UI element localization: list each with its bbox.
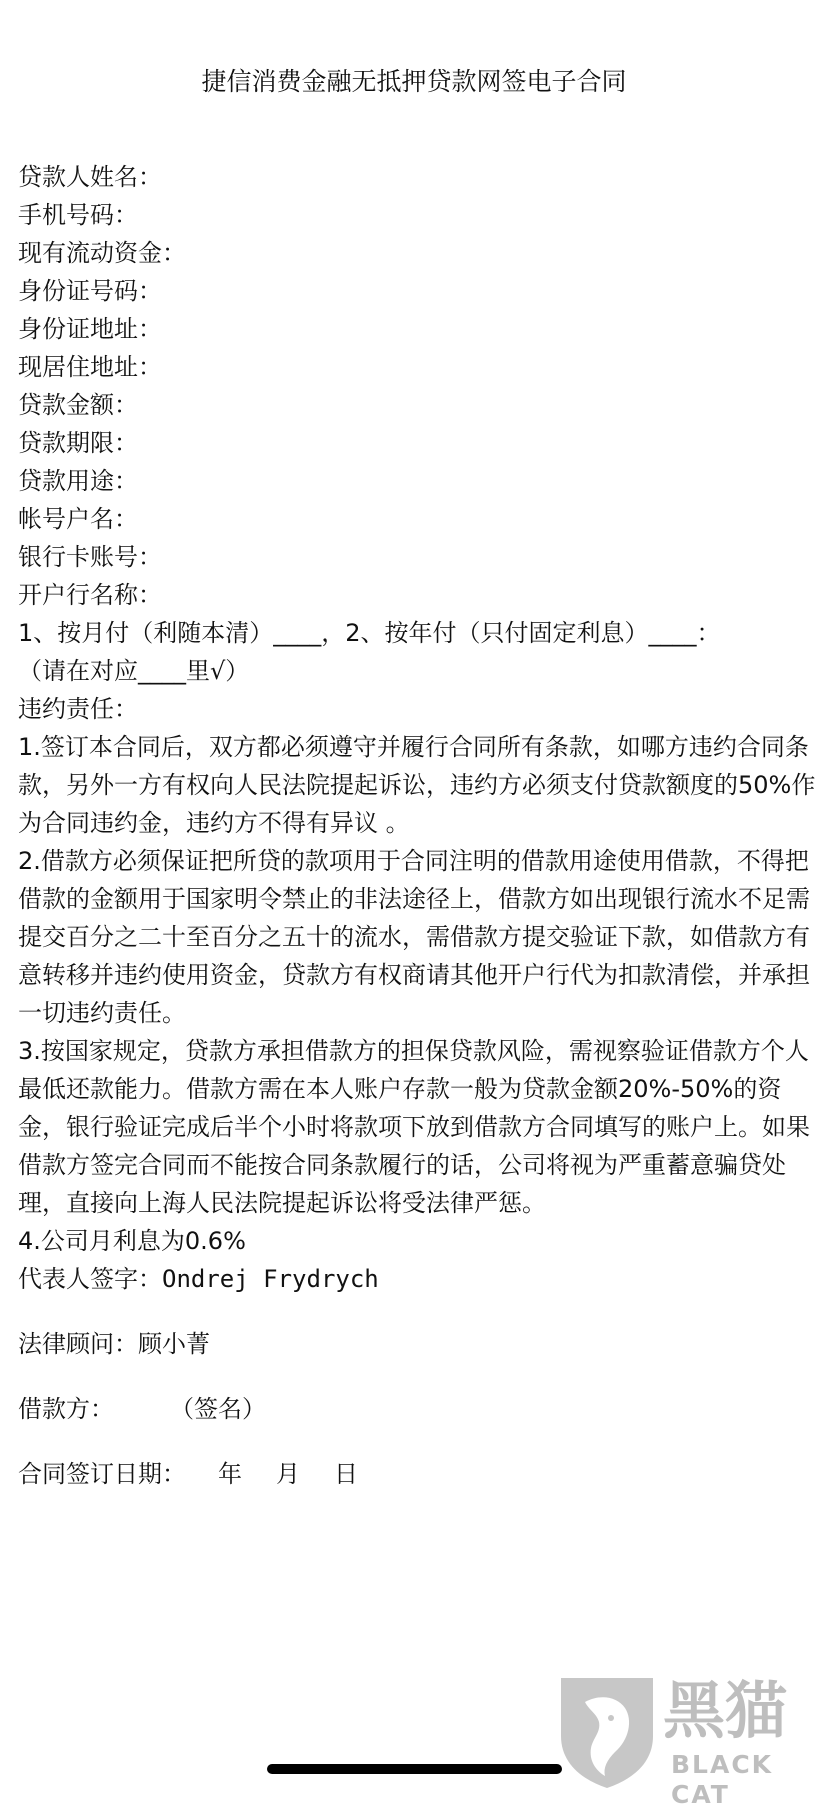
field-bank-name: 开户行名称： xyxy=(18,581,162,609)
field-card-number: 银行卡账号： xyxy=(18,543,162,571)
field-phone: 手机号码： xyxy=(18,201,138,229)
borrower-label: 借款方： xyxy=(18,1395,114,1423)
cat-shield-icon xyxy=(555,1672,659,1790)
breach-heading: 违约责任： xyxy=(18,695,138,723)
borrower-signature xyxy=(18,1390,818,1428)
sign-date-day: 日 xyxy=(334,1460,358,1488)
field-id-number: 身份证号码： xyxy=(18,277,162,305)
home-indicator[interactable] xyxy=(267,1764,562,1774)
watermark-zh: 黑猫 xyxy=(663,1674,788,1747)
payment-option-note: （请在对应____里√） xyxy=(18,657,250,685)
representative-signature xyxy=(18,1260,818,1298)
field-account-name: 帐号户名： xyxy=(18,505,138,533)
field-loan-purpose: 贷款用途： xyxy=(18,467,138,495)
sign-date-label: 合同签订日期： xyxy=(18,1460,186,1488)
sign-date xyxy=(18,1455,818,1493)
legal-counsel: 法律顾问：顾小菁 xyxy=(18,1330,210,1358)
field-id-address: 身份证地址： xyxy=(18,315,162,343)
watermark-en: BLACK CAT xyxy=(671,1750,774,1809)
clause-1: 1.签订本合同后，双方都必须遵守并履行合同所有条款，如哪方违约合同条款，另外一方有权向人民法院提起诉讼，违约方必须支付贷款额度的50%作为合同违约金，违约方不得有异议 。 xyxy=(18,733,816,837)
borrower-sign: （签名） xyxy=(170,1395,266,1423)
field-liquid-funds: 现有流动资金： xyxy=(18,239,186,267)
field-loan-term: 贷款期限： xyxy=(18,429,138,457)
contract-body xyxy=(18,158,818,1493)
clause-2: 2.借款方必须保证把所贷的款项用于合同注明的借款用途使用借款，不得把借款的金额用于国家明令禁止的非法途径上，借款方如出现银行流水不足需提交百分之二十至百分之五十的流水，需借款方提交验证下款，如借款方有意转移并违约使用资金，贷款方有权商请其他开户行代为扣款清偿，并承担一切违约责任。 xyxy=(18,847,810,1027)
contract-title: 捷信消费金融无抵押贷款网签电子合同 xyxy=(201,67,627,96)
field-current-address: 现居住地址： xyxy=(18,353,162,381)
sign-date-month: 月 xyxy=(276,1460,300,1488)
representative-name: Ondrej Frydrych xyxy=(162,1265,379,1293)
field-loan-amount: 贷款金额： xyxy=(18,391,138,419)
sign-date-year: 年 xyxy=(218,1460,242,1488)
clause-3: 3.按国家规定，贷款方承担借款方的担保贷款风险，需视察验证借款方个人最低还款能力。借款方需在本人账户存款一般为贷款金额20%-50%的资金，银行验证完成后半个小时将款项下放到借款方合同填写的账户上。如果借款方签完合同而不能按合同条款履行的话，公司将视为严重蓄意骗贷处理，直接向上海人民法院提起诉讼将受法律严惩。 xyxy=(18,1037,810,1217)
representative-label: 代表人签字： xyxy=(18,1265,162,1293)
field-borrower-name: 贷款人姓名： xyxy=(18,163,162,191)
black-cat-watermark xyxy=(555,1672,825,1809)
clause-4: 4.公司月利息为0.6% xyxy=(18,1227,246,1255)
payment-option-line: 1、按月付（利随本清）____，2、按年付（只付固定利息）____： xyxy=(18,619,721,647)
